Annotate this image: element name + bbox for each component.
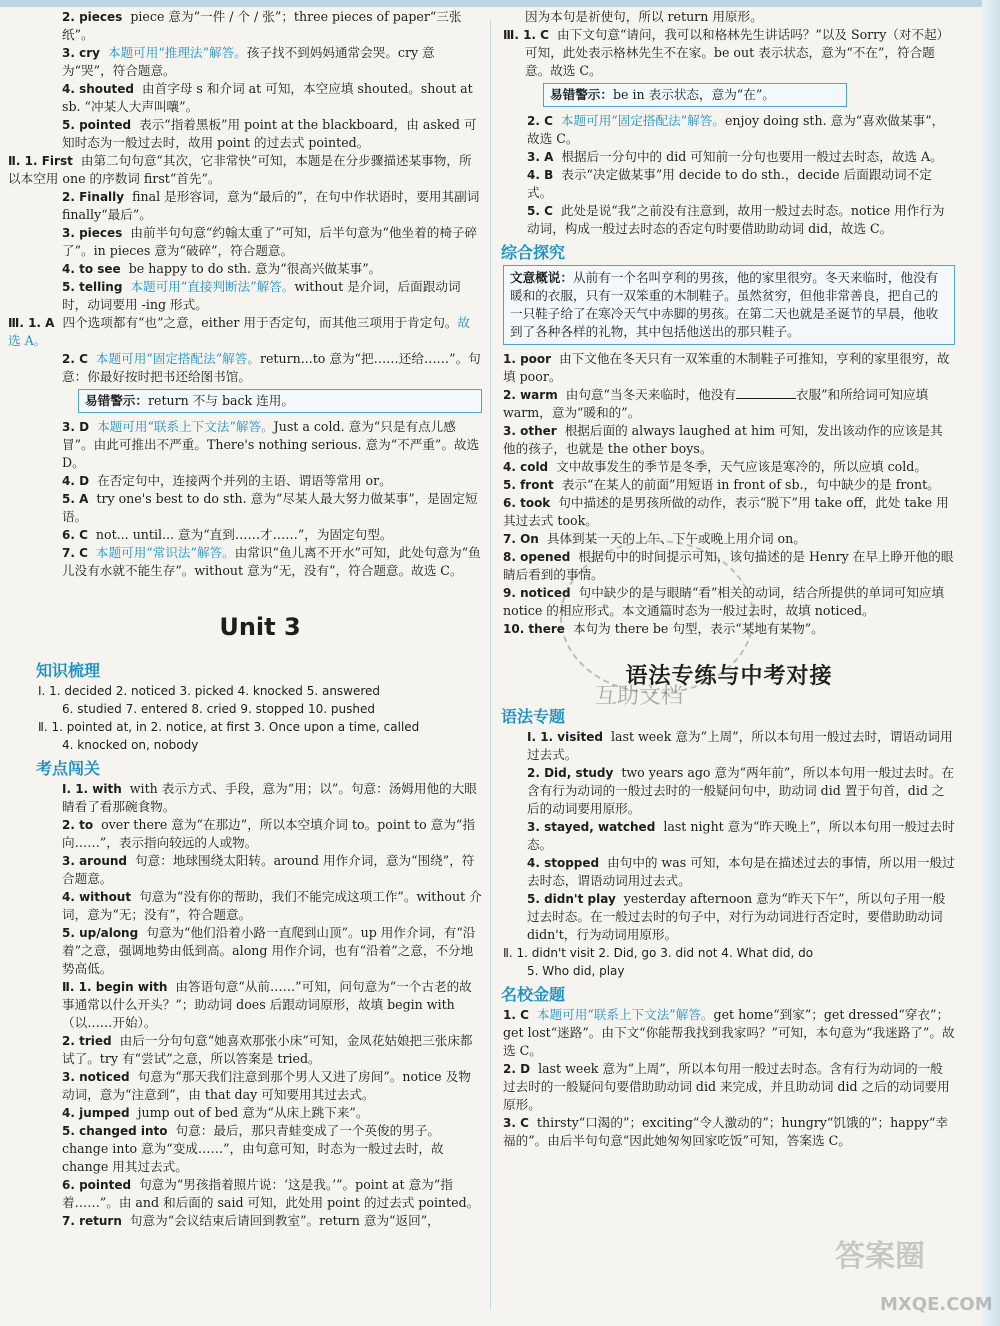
stamp-seal <box>560 540 754 694</box>
answer-line: Ⅰ. 1. decided 2. noticed 3. picked 4. knocked 5. answered <box>38 684 381 698</box>
item-number: 3. other <box>503 424 557 438</box>
item-number: 6. took <box>503 496 551 510</box>
item-explanation: 句意为“会议结束后请回到教室”。return 意为“返回”， <box>129 1213 440 1228</box>
item-explanation: 表示“决定做某事”用 decide to do sth.，decide 后面跟动词不定式。 <box>527 167 932 200</box>
answer-item <box>38 350 482 386</box>
answer-item <box>8 314 482 350</box>
answer-item <box>38 472 482 490</box>
answer-item <box>38 1104 482 1122</box>
left-part2-list <box>38 188 482 314</box>
answer-item <box>38 8 482 44</box>
answer-item <box>38 780 482 816</box>
grammar-part1 <box>503 728 955 944</box>
answer-item <box>38 1032 482 1068</box>
item-number: 4. stopped <box>527 856 600 870</box>
item-explanation: 文中故事发生的季节是冬季，天气应该是寒冷的，所以应填 cold。 <box>556 459 927 474</box>
section-heading: 语法专题 <box>501 707 566 726</box>
answer-item <box>503 764 955 818</box>
answer-item <box>38 80 482 116</box>
method-hint: 本题可用“联系上下文法”解答。 <box>97 419 274 434</box>
item-explanation: 根据后面的 always laughed at him 可知，发出该动作的应该是其他的孩子，也就是 the other boys。 <box>503 423 943 456</box>
item-number: 1. poor <box>503 352 552 366</box>
warning-box <box>543 83 847 107</box>
item-number: 5. front <box>503 478 554 492</box>
answer-item <box>38 924 482 978</box>
summary-label: 文意概说： <box>510 270 573 285</box>
left-part3-list <box>38 418 482 580</box>
item-number: 6. pointed <box>62 1178 132 1192</box>
answer-blank <box>736 386 796 399</box>
item-explanation: final 是形容词，意为“最后的”，在句中作状语时，要用其副词 finally“最后”。 <box>62 189 480 222</box>
method-hint: 本题可用“推理法”解答。 <box>107 45 247 60</box>
item-explanation: 四个选项都有“也”之意，either 用于否定句，而其他三项用于肯定句。 <box>62 315 458 330</box>
item-number: 1. C <box>503 1008 529 1022</box>
answer-item <box>503 476 955 494</box>
answer-item <box>503 1006 955 1060</box>
answer-item <box>38 188 482 224</box>
answer-item <box>38 1122 482 1176</box>
selected-questions <box>503 1006 955 1150</box>
item-number: 4. cold <box>503 460 549 474</box>
item-explanation: 由答语句意“从前……”可知，问句意为“一个古老的故事通常以什么开头？”；助动词 does 后跟动词原形，故填 begin with（以……开始）。 <box>62 979 472 1030</box>
answer-item <box>38 888 482 924</box>
item-explanation: last week 意为“上周”，所以本句用一般过去时，谓语动词用过去式。 <box>527 729 953 762</box>
top-border <box>0 0 1000 7</box>
answer-item <box>38 816 482 852</box>
answer-item <box>38 418 482 472</box>
answer-item <box>503 148 955 166</box>
method-hint: 本题可用“固定搭配法”解答。 <box>95 351 260 366</box>
method-hint: 本题可用“直接判断法”解答。 <box>130 279 295 294</box>
answer-item <box>38 278 482 314</box>
answer-item <box>38 526 482 544</box>
item-explanation: get home“到家”；get dressed“穿衣”；get lost“迷路”。由下文“你能帮我找到我家吗？”可知，本句意为“我迷路了”。故选 C。 <box>503 1007 955 1058</box>
answer-item <box>503 818 955 854</box>
item-explanation: 此处是说“我”之前没有注意到，故用一般过去时态。notice 用作行为动词，构成一般过去时态的否定句时要借助助动词 did，故选 C。 <box>527 203 945 236</box>
answer-item <box>38 544 482 580</box>
page-edge <box>982 0 1000 1326</box>
answer-item <box>38 44 482 80</box>
item-explanation: 由前半句句意“约翰太重了”可知，后半句意为“他坐着的椅子碎了”。in pieces 意为“破碎”，符合题意。 <box>62 225 478 258</box>
answer-line: 5. Who did, play <box>527 964 625 978</box>
item-explanation: with 表示方式、手段，意为“用；以”。句意：汤姆用他的大眼睛看了看那碗食物。 <box>62 781 477 814</box>
item-explanation: without 是介词，后面跟动词时，动词要用 -ing 形式。 <box>62 279 461 312</box>
item-explanation: 本句为 there be 句型，表示“某地有某物”。 <box>572 621 824 636</box>
item-explanation: Just a cold. 意为“只是有点儿感冒”。由此可推出不严重。There's nothing serious. 意为“不严重”。故选 D。 <box>62 419 480 470</box>
section-heading: 综合探究 <box>501 243 566 262</box>
item-explanation: 因为本句是祈使句，所以 return 用原形。 <box>525 9 763 24</box>
item-number: 6. C <box>62 528 88 542</box>
item-explanation: 句意为“他们沿着小路一直爬到山顶”。up 用作介词，有“沿着”之意，强调地势由低到高。along 用作介词，也有“沿着”之意，不分地势高低。 <box>62 925 476 976</box>
answer-line: 6. studied 7. entered 8. cried 9. stopped 10. pushed <box>62 702 375 716</box>
answer-item <box>503 202 955 238</box>
answer-item <box>38 116 482 152</box>
item-explanation: thirsty“口渴的”；exciting“令人激动的”；hungry“饥饿的”；happy“幸福的”。由后半句句意“因此她匆匆回家吃饭”可知，答案选 C。 <box>503 1115 949 1148</box>
item-number: Ⅰ. 1. with <box>62 782 122 796</box>
answer-line: Ⅱ. 1. didn't visit 2. Did, go 3. did not 4. What did, do <box>503 946 814 960</box>
checkpoint-part1 <box>38 780 482 978</box>
answer-item <box>38 1176 482 1212</box>
item-explanation: 表示“在某人的前面”用短语 in front of sb.，句中缺少的是 front。 <box>561 477 940 492</box>
answer-item <box>38 260 482 278</box>
item-explanation: 由第二句句意“其次，它非常快”可知，本题是在分步骤描述某事物，所以本空用 one 的序数词 first“首先”。 <box>8 153 472 186</box>
item-number: 5. A <box>62 492 89 506</box>
column-divider <box>490 20 491 1310</box>
item-number: 3. cry <box>62 46 100 60</box>
item-explanation: 句意为“没有你的帮助，我们不能完成这项工作”。without 介词，意为“无；没有”，符合题意。 <box>62 889 482 922</box>
item-explanation: 由首字母 s 和介词 at 可知，本空应填 shouted。shout at sb. “冲某人大声叫嚷”。 <box>62 81 473 114</box>
item-explanation: 表示“指着黑板”用 point at the blackboard，由 asked 可知时态为一般过去时，故用 point 的过去式 pointed。 <box>62 117 477 150</box>
item-explanation: not... until... 意为“直到……才……”，为固定句型。 <box>95 527 393 542</box>
item-number: 7. On <box>503 532 539 546</box>
item-explanation: 在否定句中，连接两个并列的主语、谓语等常用 or。 <box>97 473 392 488</box>
item-number: 3. noticed <box>62 1070 130 1084</box>
answer-item <box>503 386 955 422</box>
item-explanation: 句意为“那天我们注意到那个男人又进了房间”。notice 及物动词，意为“注意到”，由 that day 可知要用其过去式。 <box>62 1069 471 1102</box>
knowledge-answers <box>38 682 482 754</box>
item-explanation: 根据句中的时间提示可知，该句描述的是 Henry 在早上睁开他的眼睛后看到的事情。 <box>503 549 954 582</box>
item-number: Ⅲ. 1. A <box>8 316 55 330</box>
checkpoint-part2 <box>38 978 482 1230</box>
item-number: 3. around <box>62 854 128 868</box>
item-explanation: return...to 意为“把……还给……”。句意：你最好按时把书还给图书馆。 <box>62 351 481 384</box>
answer-item <box>38 852 482 888</box>
summary-text: 从前有一个名叫亨利的男孩，他的家里很穷。冬天来临时，他没有暖和的衣服，只有一双笨重的木制鞋子。虽然贫穷，但他非常善良，把自己的一只鞋子给了在寒冷天气中赤脚的男孩。在第二天也就是圣诞节的早晨，他收到了各种各样的礼物，其中包括他送出的那只鞋子。 <box>510 270 939 339</box>
watermark-logo: 答案圈 <box>835 1239 925 1274</box>
item-number: 2. warm <box>503 388 558 402</box>
item-number: 5. up/along <box>62 926 139 940</box>
warning-box <box>78 389 482 413</box>
item-number: 2. Did, study <box>527 766 614 780</box>
item-explanation: 由后一分句句意“她喜欢那张小床”可知，金凤花姑娘把三张床都试了。try 有“尝试”之意，所以答案是 tried。 <box>62 1033 473 1066</box>
method-hint: 本题可用“固定搭配法”解答。 <box>560 113 725 128</box>
answer-item <box>503 458 955 476</box>
answer-line: Ⅱ. 1. pointed at, in 2. notice, at first 3. Once upon a time, called <box>38 720 420 734</box>
item-explanation: jump out of bed 意为“从床上跳下来”。 <box>137 1105 369 1120</box>
answer-item <box>38 1212 482 1230</box>
item-number: 3. A <box>527 150 554 164</box>
watermark-url: MXQE.COM <box>880 1294 993 1315</box>
answer-item <box>503 854 955 890</box>
item-number: 5. C <box>527 204 553 218</box>
item-number: 7. return <box>62 1214 122 1228</box>
method-hint: 本题可用“常识法”解答。 <box>95 545 235 560</box>
item-number: 2. C <box>527 114 553 128</box>
left-part1-list <box>38 8 482 152</box>
section-heading: 知识梳理 <box>36 661 101 680</box>
warning-label: 易错警示： <box>85 393 148 408</box>
item-explanation: 句中描述的是男孩所做的动作，表示“脱下”用 take off，此处 take 用其过去式 took。 <box>503 495 949 528</box>
section-heading: 考点闯关 <box>36 759 101 778</box>
item-number: 2. D <box>503 1062 531 1076</box>
item-explanation: 孩子找不到妈妈通常会哭。cry 意为“哭”，符合题意。 <box>62 45 435 78</box>
right-part3-list <box>503 112 955 238</box>
answer-line: 4. knocked on, nobody <box>62 738 199 752</box>
item-explanation: 具体到某一天的上午、下午或晚上用介词 on。 <box>546 531 806 546</box>
answer-item <box>503 494 955 530</box>
item-explanation: 由下文他在冬天只有一双笨重的木制鞋子可推知，亨利的家里很穷，故填 poor。 <box>503 351 950 384</box>
item-number: Ⅱ. 1. First <box>8 154 73 168</box>
item-number: 5. changed into <box>62 1124 168 1138</box>
item-explanation: try one's best to do sth. 意为“尽某人最大努力做某事”，是固定短语。 <box>62 491 478 524</box>
item-number: 4. to see <box>62 262 121 276</box>
answer-item <box>38 1068 482 1104</box>
answer-item <box>38 224 482 260</box>
answer-item <box>503 530 955 548</box>
item-number: 4. jumped <box>62 1106 130 1120</box>
item-explanation: 句意：地球围绕太阳转。around 用作介词，意为“围绕”，符合题意。 <box>62 853 475 886</box>
chapter-title: 语法专练与中考对接 <box>625 664 833 689</box>
item-number: 8. opened <box>503 550 571 564</box>
item-number: 2. tried <box>62 1034 112 1048</box>
item-explanation: 由句中的 was 可知，本句是在描述过去的事情，所以用一般过去时态，谓语动词用过去式。 <box>527 855 955 888</box>
warning-text: return 不与 back 连用。 <box>147 393 294 408</box>
answer-item <box>38 978 482 1032</box>
item-explanation: 由常识“鱼儿离不开水”可知，此处句意为“鱼儿没有水就不能生存”。without 意为“无，没有”，符合题意。故选 C。 <box>62 545 481 578</box>
item-explanation: 句意：最后，那只青蛙变成了一个英俊的男子。change into 意为“变成……”，由句意可知，时态为一般过去时，故 change 用其过去式。 <box>62 1123 444 1174</box>
item-explanation: 句意为“男孩指着照片说：‘这是我。’”。point at 意为“指着……”。由 and 和后面的 said 可知，此处用 point 的过去式 pointed。 <box>62 1177 480 1210</box>
item-explanation: 由下文句意“请问，我可以和格林先生讲话吗？”以及 Sorry（对不起）可知，此处表示格林先生不在家。be out 表示状态，意为“不在”，符合题意。故选 C。 <box>525 27 950 78</box>
left-column <box>8 8 482 1230</box>
item-explanation: two years ago 意为“两年前”，所以本句用一般过去时。在含有行为动词的一般过去时的一般疑问句中，助动词 did 置于句首，did 之后的动词要用原形。 <box>527 765 955 816</box>
item-number: 2. to <box>62 818 94 832</box>
item-conclusion: 故选 A。 <box>8 315 471 348</box>
item-explanation: piece 意为“一件 / 个 / 张”；three pieces of paper“三张纸”。 <box>62 9 462 42</box>
item-number: Ⅱ. 1. begin with <box>62 980 168 994</box>
item-explanation: yesterday afternoon 意为“昨天下午”，所以句子用一般过去时态。在一般过去时的句子中，对行为动词进行否定时，要借助助动词 didn't，行为动词用原形。 <box>527 891 946 942</box>
item-number: 2. pieces <box>62 10 123 24</box>
answer-item <box>503 422 955 458</box>
answer-item <box>503 1060 955 1114</box>
answer-item <box>503 112 955 148</box>
item-explanation: last night 意为“昨天晚上”，所以本句用一般过去时态。 <box>527 819 955 852</box>
answer-item <box>503 1114 955 1150</box>
item-explanation: be happy to do sth. 意为“很高兴做某事”。 <box>128 261 382 276</box>
answer-item <box>8 152 482 188</box>
item-explanation: last week 意为“上周”，所以本句用一般过去时态。含有行为动词的一般过去时的一般疑问句要借助助动词 did 来完成，并且助动词 did 之后的动词要用原形。 <box>503 1061 950 1112</box>
item-number: 4. B <box>527 168 554 182</box>
continued-text <box>503 8 955 26</box>
answer-item <box>503 26 955 80</box>
item-number: 9. noticed <box>503 586 571 600</box>
item-number: 4. D <box>62 474 90 488</box>
item-explanation: 根据后一分句中的 did 可知前一分句也要用一般过去时态，故选 A。 <box>561 149 943 164</box>
answer-item <box>503 728 955 764</box>
item-number: 5. didn't play <box>527 892 616 906</box>
item-number: 5. pointed <box>62 118 132 132</box>
unit-title: Unit 3 <box>219 613 301 641</box>
item-number: 4. without <box>62 890 132 904</box>
warning-label: 易错警示： <box>550 87 613 102</box>
answer-item <box>38 490 482 526</box>
answer-item <box>503 890 955 944</box>
answer-item <box>503 166 955 202</box>
item-number: Ⅰ. 1. visited <box>527 730 603 744</box>
item-number: 3. D <box>62 420 90 434</box>
item-number: 10. there <box>503 622 565 636</box>
item-number: 3. stayed, watched <box>527 820 656 834</box>
stamp-text: 互助文档 <box>595 684 684 709</box>
answer-item <box>503 350 955 386</box>
item-number: 3. C <box>503 1116 529 1130</box>
item-number: 5. telling <box>62 280 123 294</box>
warning-text: be in 表示状态，意为“在”。 <box>612 87 775 102</box>
item-number: Ⅲ. 1. C <box>503 28 549 42</box>
item-number: 7. C <box>62 546 88 560</box>
item-number: 2. Finally <box>62 190 125 204</box>
summary-box <box>503 265 955 345</box>
item-explanation: 衣服”和所给词可知应填 warm，意为“暖和的”。 <box>503 387 929 420</box>
item-number: 4. shouted <box>62 82 135 96</box>
item-explanation: 句中缺少的是与眼睛“看”相关的动词，结合所提供的单词可知应填 notice 的相应形式。本文通篇时态为一般过去时，故填 noticed。 <box>503 585 945 618</box>
method-hint: 本题可用“联系上下文法”解答。 <box>536 1007 714 1022</box>
section-heading: 名校金题 <box>501 985 566 1004</box>
item-explanation: enjoy doing sth. 意为“喜欢做某事”，故选 C。 <box>527 113 945 146</box>
item-number: 3. pieces <box>62 226 123 240</box>
item-explanation: over there 意为“在那边”，所以本空填介词 to。point to 意为“指向……”，表示指向较远的人或物。 <box>62 817 475 850</box>
item-number: 2. C <box>62 352 88 366</box>
grammar-part2 <box>503 944 955 980</box>
item-explanation: 由句意“当冬天来临时，他没有 <box>565 387 736 402</box>
